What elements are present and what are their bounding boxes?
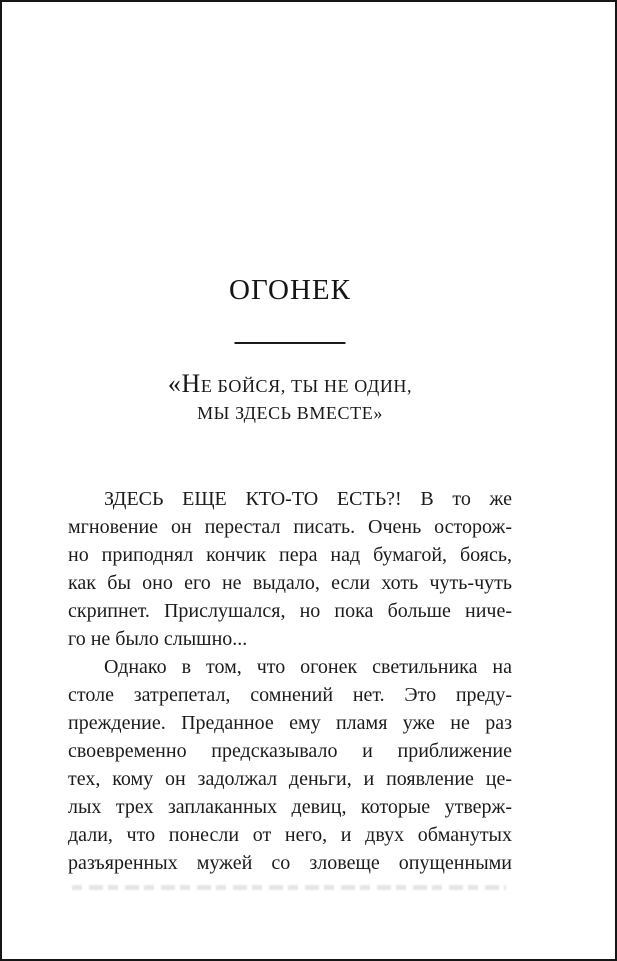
text-line: но приподнял кончик пера над бумагой, боясь, [68,544,512,566]
text-line: своевременно предсказывало и приближение [68,740,512,762]
text-line: мгновение он перестал писать. Очень осторож- [68,516,512,538]
text-line: разъяренных мужей со зловеще опущенными [68,852,512,874]
epigraph-line-1 [68,370,512,400]
epigraph [68,370,512,427]
title-divider-rule [235,342,346,344]
text-line: тех, кому он задолжал деньги, и появление це- [68,768,512,790]
text-line: Однако в том, что огонек светильника на [104,656,512,678]
text-line: го не было слышно... [68,628,248,650]
text-line: скрипнет. Прислушался, но пока больше ниче- [68,600,512,622]
text-line: преждение. Преданное ему пламя уже не раз [68,712,512,734]
epigraph-line-2: МЫ ЗДЕСЬ ВМЕСТЕ» [197,403,383,423]
text-line: лых трех заплаканных девиц, которые утверж- [68,796,512,818]
epigraph-line1-rest: Е БОЙСЯ, ТЫ НЕ ОДИН, [200,376,413,396]
text-column [68,2,512,959]
text-line: ЗДЕСЬ ЕЩЕ КТО-ТО ЕСТЬ?! В то же [104,488,512,510]
epigraph-initial: «Н [167,369,201,398]
body-text [68,485,512,877]
text-line: как бы оно его не выдало, если хоть чуть-чуть [68,572,512,594]
chapter-title: ОГОНЕК [229,274,351,306]
text-line: дали, что понесли от него, и двух обманутых [68,824,512,846]
text-line: столе затрепетал, сомнений нет. Это преду- [68,684,512,706]
faint-cutoff-next-line [72,885,506,890]
